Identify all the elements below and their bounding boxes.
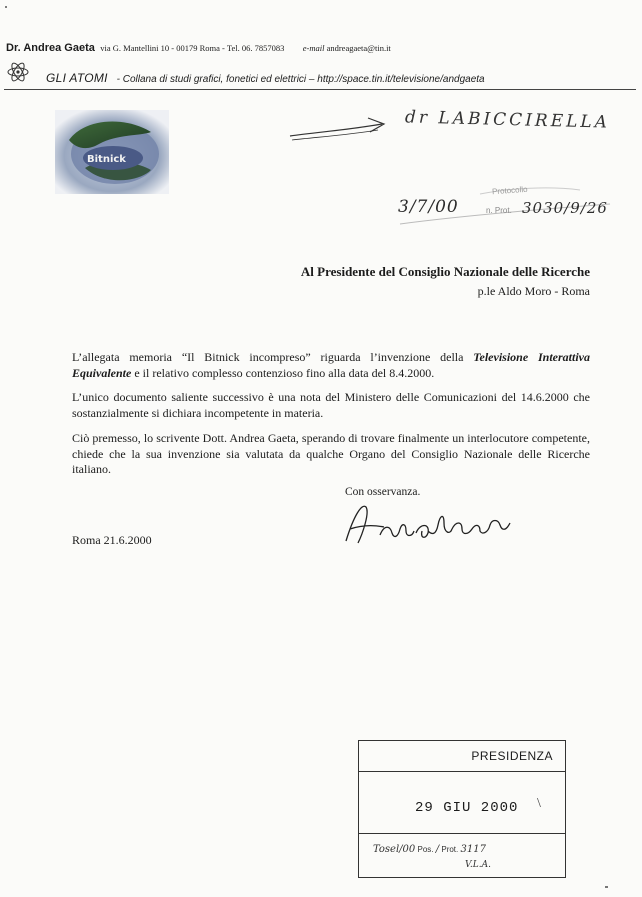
protocol-number: 3030/9/26 xyxy=(522,199,608,217)
cover-title: Bitnick xyxy=(87,154,126,165)
author-name: Dr. Andrea Gaeta xyxy=(6,42,95,54)
letterhead-contact xyxy=(6,42,391,54)
stamp-prot-label: Prot. xyxy=(441,845,459,854)
speck xyxy=(605,886,608,888)
stamp-pos-handwritten: Tosel/00 xyxy=(373,844,416,855)
stamp-pos-value: / xyxy=(435,844,440,855)
email-address: andreagaeta@tin.it xyxy=(326,43,391,53)
signature-icon xyxy=(340,495,520,551)
body-paragraph-1 xyxy=(72,350,590,381)
author-address: via G. Mantellini 10 - 00179 Roma - Tel. 06. 7857083 xyxy=(100,43,285,53)
stamp-position-line xyxy=(373,844,486,855)
stamp-header xyxy=(359,741,565,772)
handwritten-routing-note: dr LABICCIRELLA xyxy=(404,107,611,133)
arrow-icon xyxy=(288,112,388,142)
place-and-date: Roma 21.6.2000 xyxy=(72,533,152,547)
stamp-date-area xyxy=(359,772,565,832)
invention-name: Televisione Interattiva Equivalente xyxy=(72,350,590,380)
stamp-date: 29 GIU 2000 xyxy=(415,800,519,816)
check-mark-icon: \ xyxy=(537,796,541,811)
series-tagline: - Collana di studi grafici, fonetici ed elettrici – http://space.tin.it/televisione/andgaeta xyxy=(116,74,485,85)
speck xyxy=(5,6,7,8)
p1-start: L’allegata memoria “Il Bitnick incompreso” riguarda l’invenzione della xyxy=(72,350,474,364)
protocol-faint-label: Protocollo xyxy=(491,184,528,197)
stamp-footer xyxy=(359,833,565,878)
body-paragraph-3: Ciò premesso, lo scrivente Dott. Andrea Gaeta, sperando di trovare finalmente un interlocutore competente, chiede che la sua invenzione sia valutata da qualche Organo del Consiglio Nazionale delle Ricerche italiano. xyxy=(72,431,590,476)
atom-logo-icon xyxy=(6,62,30,82)
stamp-title: PRESIDENZA xyxy=(471,749,553,763)
series-name: GLI ATOMI xyxy=(46,71,108,85)
stamp-prot-value: 3117 xyxy=(460,844,486,855)
stamp-via: V.L.A. xyxy=(465,860,491,870)
series-line xyxy=(46,71,485,85)
body-paragraph-2: L’unico documento saliente successivo è una nota del Ministero delle Comunicazioni del 14.6.2000 che sostanzialmente si dichiara incompetente in materia. xyxy=(72,390,590,420)
stamp-pos-label: Pos. xyxy=(417,845,434,854)
addressee-place: p.le Aldo Moro - Roma xyxy=(477,284,590,298)
email-label: e-mail xyxy=(302,43,325,53)
p1-end: e il relativo complesso contenzioso fino alla data del 8.4.2000. xyxy=(131,365,435,380)
bitnick-cover-image xyxy=(55,110,169,194)
addressee-title: Al Presidente del Consiglio Nazionale delle Ricerche xyxy=(300,264,590,279)
closing-salutation: Con osservanza. xyxy=(345,486,421,498)
letterhead-divider xyxy=(4,89,636,90)
email-line xyxy=(303,43,391,53)
reception-stamp xyxy=(358,740,566,878)
protocol-number-label: n. Prot. xyxy=(486,206,512,215)
protocol-date: 3/7/00 xyxy=(398,197,459,217)
